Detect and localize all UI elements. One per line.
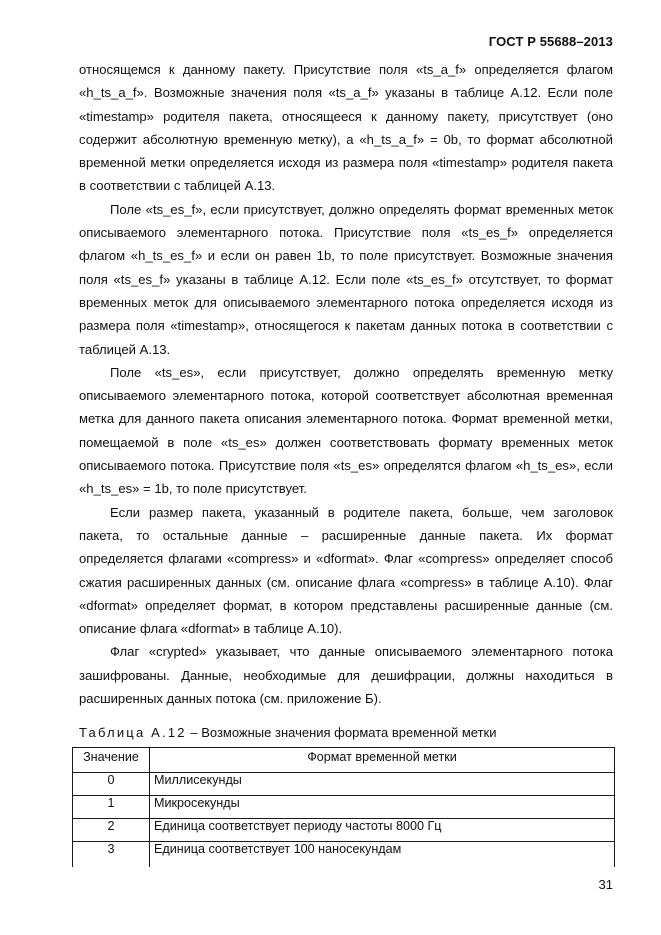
table-row (73, 773, 615, 796)
cell-value: 1 (73, 796, 150, 819)
body-text (79, 58, 613, 710)
paragraph: Поле «ts_es», если присутствует, должно определять временную метку описываемого элементарного потока, которой соответствует абсолютная временная метка для данного пакета описания элементарного потока. Формат временной метки, помещаемой в поле «ts_es» должен соответствовать формату временных меток описываемого потока. Присутствие поля «ts_es» определятся флагом «h_ts_es», если «h_ts_es» = 1b, то поле присутствует. (79, 364, 613, 497)
paragraph: Флаг «crypted» указывает, что данные описываемого элементарного потока зашифрованы. Данные, необходимые для дешифрации, должны находиться в расширенных данных потока (см. приложение Б). (79, 644, 613, 707)
document-id: ГОСТ Р 55688–2013 (488, 34, 613, 49)
cell-value: 3 (73, 842, 150, 868)
cell-format: Единица соответствует периоду частоты 8000 Гц (150, 819, 615, 842)
cell-format: Миллисекунды (150, 773, 615, 796)
page-number: 31 (598, 877, 613, 892)
table-caption-title: – Возможные значения формата временной метки (186, 725, 497, 740)
cell-value: 2 (73, 819, 150, 842)
table-row (73, 819, 615, 842)
table-row (73, 796, 615, 819)
column-header-format: Формат временной метки (150, 748, 615, 773)
cell-format: Единица соответствует 100 наносекундам (150, 842, 615, 868)
cell-value: 0 (73, 773, 150, 796)
table-header-row (73, 748, 615, 773)
table-row (73, 842, 615, 868)
paragraph: относящемся к данному пакету. Присутствие поля «ts_a_f» определяется флагом «h_ts_a_f». Возможные значения поля «ts_a_f» указаны в таблице А.12. Если поле «timestamp» родителя пакета, относящееся к данному пакету, присутствует (оно содержит абсолютную временную метку), а «h_ts_a_f» = 0b, то формат абсолютной временной метки определяется исходя из размера поля «timestamp» родителя пакета в соответствии с таблицей А.13. (79, 62, 613, 194)
table-caption-number: Таблица А.12 (79, 725, 187, 740)
paragraph: Если размер пакета, указанный в родителе пакета, больше, чем заголовок пакета, то остальные данные – расширенные данные пакета. Их формат определяется флагами «compress» и «dformat». Флаг «compress» определяет способ сжатия расширенных данных (см. описание флага «compress» в таблице А.10). Флаг «dformat» определяет формат, в котором представлены расширенные данные (см. описание флага «dformat» в таблице А.10). (79, 504, 613, 637)
column-header-value: Значение (73, 748, 150, 773)
cell-format: Микросекунды (150, 796, 615, 819)
timestamp-format-table (72, 747, 615, 867)
paragraph: Поле «ts_es_f», если присутствует, должно определять формат временных меток описываемого элементарного потока. Присутствие поля «ts_es_f» определяется флагом «h_ts_es_f» и если он равен 1b, то поле присутствует. Возможные значения поля «ts_es_f» указаны в таблице А.12. Если поле «ts_es_f» отсутствует, то формат временных меток для описываемого элементарного потока определяется исходя из размера поля «timestamp», относящегося к пакетам данных потока в соответствии с таблицей А.13. (79, 201, 613, 357)
table-caption (79, 723, 497, 743)
